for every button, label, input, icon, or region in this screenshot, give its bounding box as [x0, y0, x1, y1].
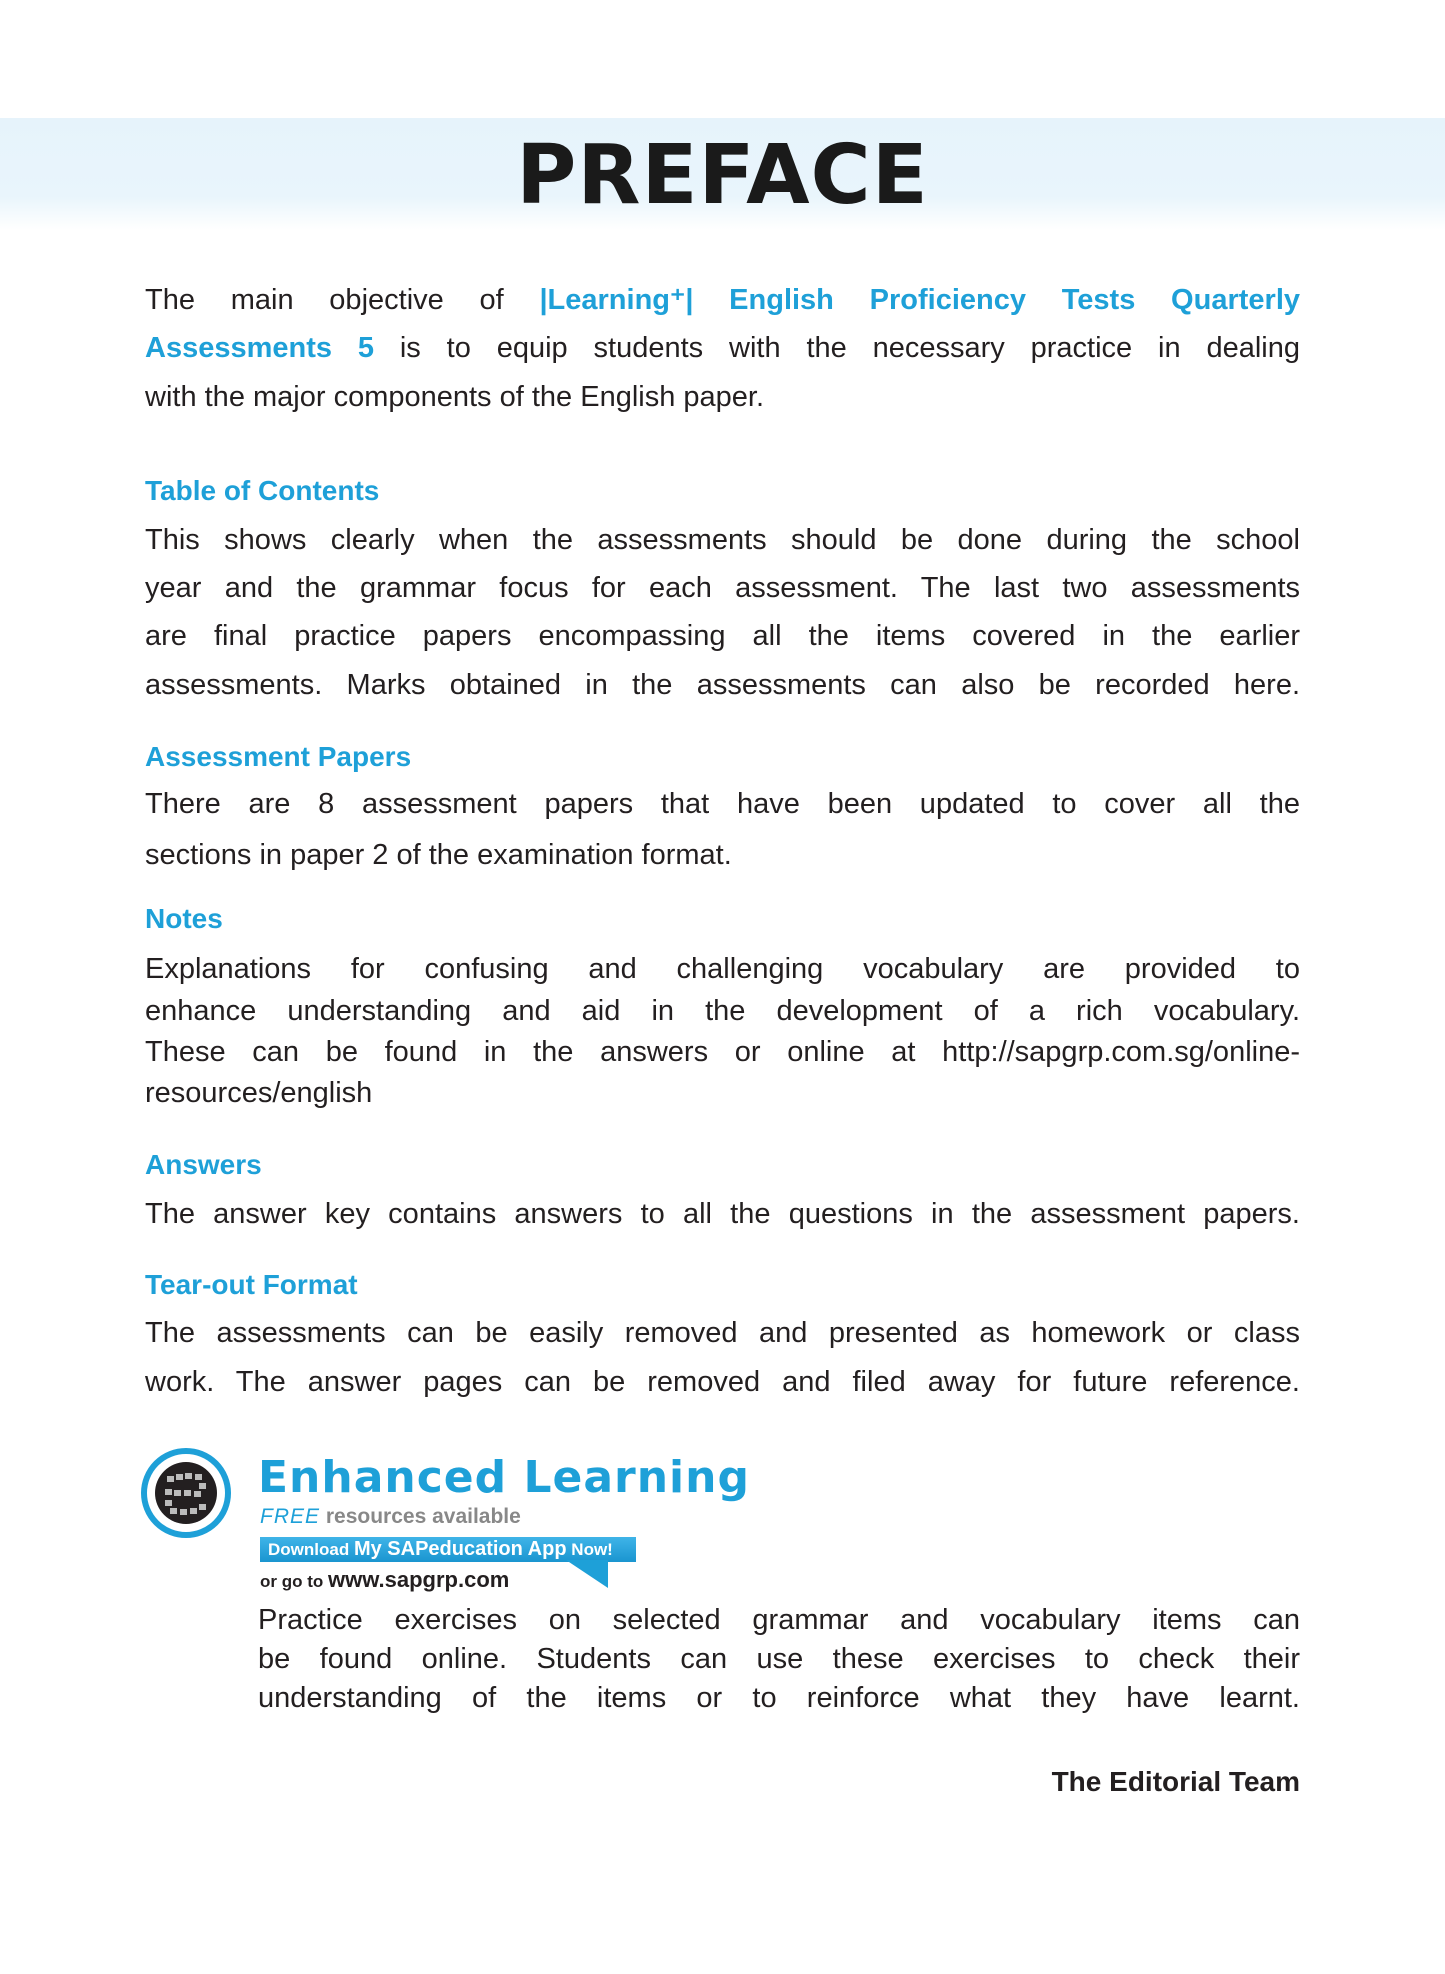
body-line: resources/english [145, 1077, 373, 1109]
resources-label: resources available [320, 1505, 521, 1528]
body-line: are final practice papers encompassing all the items covered in the earlier [145, 620, 1300, 652]
body-line: understanding of the items or to reinforce what they have learnt. [258, 1682, 1300, 1714]
page-title: PREFACE [516, 128, 929, 223]
body-line: These can be found in the answers or online at http://sapgrp.com.sg/online- [145, 1036, 1300, 1068]
download-app-banner[interactable] [260, 1537, 636, 1562]
section-heading: Tear-out Format [145, 1269, 358, 1300]
body-line: Practice exercises on selected grammar and vocabulary items can [258, 1604, 1300, 1636]
intro-line: with the major components of the English paper. [145, 381, 765, 413]
body-line: This shows clearly when the assessments should be done during the school [145, 524, 1300, 556]
body-line: There are 8 assessment papers that have been updated to cover all the [145, 788, 1300, 820]
section-heading: Answers [145, 1149, 262, 1180]
body-line: The answer key contains answers to all the questions in the assessment papers. [145, 1198, 1300, 1230]
body-line: sections in paper 2 of the examination format. [145, 839, 732, 871]
download-label: Download [268, 1540, 354, 1559]
body-line: work. The answer pages can be removed and filed away for future reference. [145, 1366, 1300, 1398]
section-heading: Table of Contents [145, 475, 380, 506]
enhanced-learning-logo-icon [141, 1448, 231, 1538]
body-line: Explanations for confusing and challenging vocabulary are provided to [145, 953, 1300, 985]
body-line: assessments. Marks obtained in the assessments can also be recorded here. [145, 669, 1300, 701]
banner-tail-icon [566, 1560, 608, 1588]
body-line: year and the grammar focus for each assessment. The last two assessments [145, 572, 1300, 604]
book-title: |Learning⁺| English Proficiency Tests Quarterly [539, 284, 1301, 316]
section-heading: Notes [145, 903, 223, 934]
intro-line [145, 330, 1300, 366]
free-resources-text [260, 1505, 521, 1529]
intro-text: is to equip students with the necessary practice in dealing [374, 332, 1301, 364]
intro-text: The main objective of [145, 284, 540, 316]
goto-label: or go to [260, 1572, 328, 1591]
book-title: Assessments 5 [145, 332, 374, 364]
now-label: Now! [566, 1540, 613, 1559]
body-line: be found online. Students can use these exercises to check their [258, 1643, 1300, 1675]
website-text [260, 1567, 509, 1593]
signature: The Editorial Team [1051, 1766, 1300, 1797]
app-name: My SAPeducation App [353, 1538, 567, 1560]
intro-line [145, 282, 1300, 318]
enhanced-learning-title: Enhanced Learning [258, 1452, 750, 1503]
body-line: enhance understanding and aid in the development of a rich vocabulary. [145, 995, 1300, 1027]
website-link[interactable]: www.sapgrp.com [327, 1567, 510, 1592]
body-line: The assessments can be easily removed and presented as homework or class [145, 1317, 1300, 1349]
section-heading: Assessment Papers [145, 741, 412, 772]
free-label: FREE [260, 1505, 321, 1528]
